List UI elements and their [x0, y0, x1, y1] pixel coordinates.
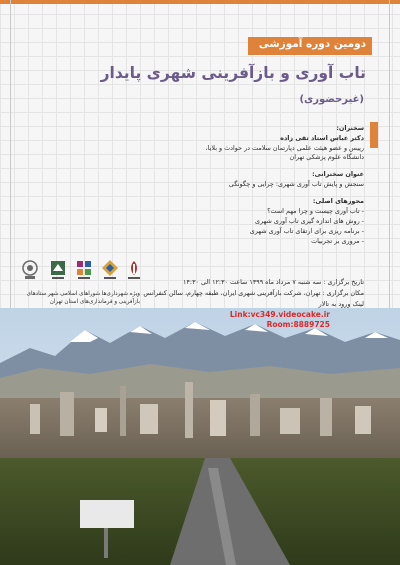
topic-item: - تاب آوری چیست و چرا مهم است؟ [267, 207, 364, 215]
emblem-logo [20, 258, 40, 282]
mode-label: (غیرحضوری) [299, 94, 364, 105]
meeting-url[interactable]: Link:vc349.videocake.ir [229, 310, 330, 319]
iran-emblem-logo [124, 258, 144, 282]
topic-item: - مروری بر تجربیات [311, 237, 364, 245]
org-logo-2 [74, 258, 94, 282]
meeting-link[interactable] [210, 310, 330, 330]
topics-heading: محورهای اصلی: [312, 197, 364, 205]
event-date: تاریخ برگزاری : سه شنبه ۷ مرداد ماه ۱۳۹۹ ساعت ۱۲:۳۰ الی ۱۴:۳۰ [183, 278, 364, 286]
talk-title: سنجش و پایش تاب آوری شهری: چرایی و چگونگی [228, 180, 364, 188]
poster-title: تاب آوری و بازآفرینی شهری پایدار [100, 64, 366, 82]
side-accent [370, 122, 378, 148]
speaker-name: دکتر عباس استاد تقی زاده [280, 134, 364, 142]
meeting-room: Room:8889725 [266, 320, 330, 329]
organizers-text: ویژه شهرداری‌ها شوراهای اسلامی شهر ستادهای بازآفرینی و فرمانداری‌های استان تهران [26, 291, 140, 305]
topic-item: - روش های اندازه گیری تاب آوری شهری [255, 217, 364, 225]
event-note: لینک ورود به تالار [318, 300, 364, 308]
top-accent-bar [0, 0, 400, 4]
speaker-role-2: دانشگاه علوم پزشکی تهران [289, 153, 364, 161]
talk-heading: عنوان سخنرانی: [312, 170, 364, 178]
org-logo-3 [100, 258, 120, 282]
tehran-skyline-photo [0, 308, 400, 565]
event-place: مکان برگزاری : تهران، شرکت بازآفرینی شهری ایران، طبقه چهارم، سالن کنفرانس [143, 289, 364, 297]
logo-strip [18, 258, 146, 284]
speakers-heading: سخنران: [336, 124, 364, 132]
topic-item: - برنامه ریزی برای ارتقای تاب آوری شهری [249, 227, 364, 235]
speaker-role-1: رییس و عضو هیئت علمی دپارتمان سلامت در حوادث و بلایا، [205, 144, 364, 152]
org-logo-1 [48, 258, 68, 282]
course-label: دومین دوره آموزشی [258, 38, 366, 50]
